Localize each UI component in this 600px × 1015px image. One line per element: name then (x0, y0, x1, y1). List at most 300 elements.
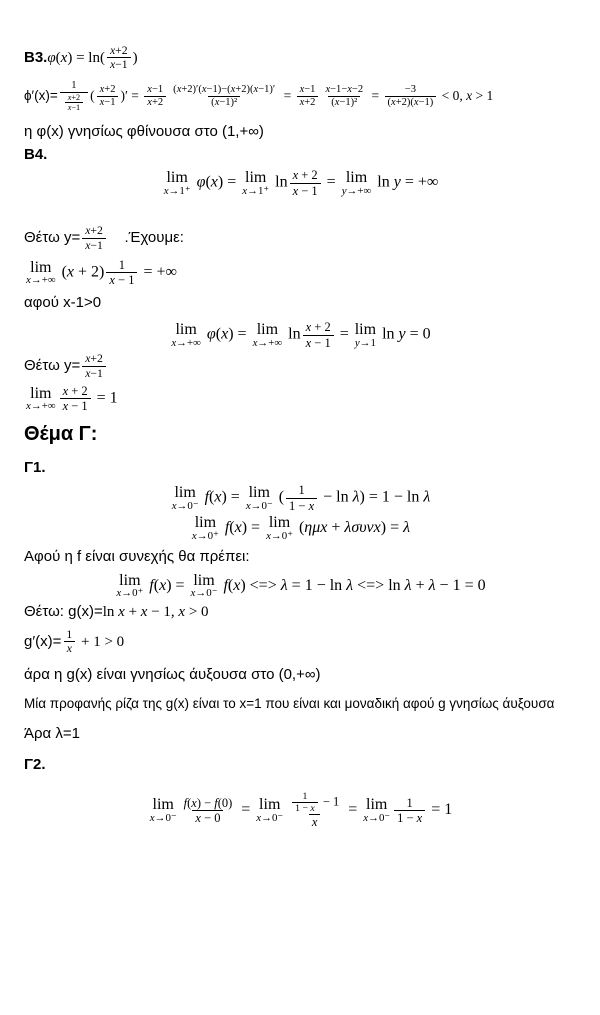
limit-operator (256, 797, 283, 824)
math-text: x (60, 49, 68, 66)
math-text: x (109, 273, 115, 288)
fraction-denominator (64, 641, 75, 655)
fraction-denominator (65, 102, 83, 112)
math-text: −1 (151, 83, 164, 95)
fraction-numerator (170, 84, 278, 96)
math-text: 1 (66, 627, 73, 641)
math-text: λ (346, 576, 354, 594)
math-text: +2 (104, 83, 116, 95)
fraction-numerator (300, 791, 311, 802)
limit-subscript (253, 338, 283, 349)
math-text: f (149, 576, 154, 594)
math-text: λ (404, 576, 412, 594)
text-run: Άρα λ=1 (24, 724, 80, 742)
limit-subscript (363, 813, 390, 824)
fraction (322, 84, 366, 109)
line-substitution-y (24, 352, 576, 380)
math-text: − 1 (114, 273, 135, 288)
line-root-uniqueness-note (24, 696, 576, 713)
math-text: = (280, 87, 295, 103)
math-text: x (147, 96, 152, 108)
math-text: −2 (351, 83, 364, 95)
fraction-denominator (60, 92, 88, 113)
math-text: + (327, 519, 345, 537)
math-text: < 0, (438, 87, 467, 103)
math-text: ( (90, 87, 95, 103)
math-text: +2 (304, 96, 316, 108)
limit-word: lim (194, 514, 217, 532)
math-text: ) <=> (240, 576, 281, 594)
fraction-numerator (322, 84, 366, 96)
math-text: = 0 (405, 325, 431, 343)
math-text: x (325, 83, 331, 95)
fraction-denominator (208, 96, 240, 109)
fraction-numerator (402, 84, 419, 96)
limit-word: lim (174, 483, 196, 501)
math-text: y (393, 173, 401, 191)
limit-word: lim (354, 320, 377, 338)
math-text: −1)² (219, 96, 238, 108)
math-text: →0⁻ (176, 499, 199, 512)
math-text: ( (153, 576, 160, 594)
math-text: +2 (90, 224, 103, 238)
limit-operator (342, 170, 372, 197)
math-text: x (299, 83, 305, 95)
eq-limit-phi-x-to-inf (24, 320, 576, 350)
math-text: ( (173, 83, 177, 95)
math-text: →0⁻ (195, 587, 218, 600)
math-text: →+∞ (30, 274, 56, 287)
math-text: ln (275, 173, 288, 191)
limit-word: lim (30, 384, 52, 402)
math-text: x (201, 83, 207, 95)
math-text: − 1 (311, 335, 331, 350)
math-text: x (210, 173, 218, 191)
text-run: Θέτω y= (24, 357, 81, 375)
limit-subscript (256, 813, 283, 824)
math-text: →+∞ (30, 400, 56, 413)
limit-subscript (355, 338, 376, 349)
math-text: + 2 (311, 320, 331, 335)
limit-operator (191, 573, 218, 600)
math-text: x (99, 96, 105, 108)
eq-limit-x-to-1plus (24, 168, 576, 198)
fraction-numerator (144, 84, 166, 96)
math-text: ) = (166, 576, 189, 594)
fraction-numerator (107, 44, 131, 57)
math-text: > 0 (185, 604, 209, 621)
text-run: g′(x)= (24, 632, 62, 650)
limit-operator (26, 386, 56, 413)
heading-thema-c (24, 422, 576, 447)
math-text: λ (428, 576, 436, 594)
math-text: ( (57, 263, 67, 281)
fraction-numerator (290, 168, 321, 182)
math-text: f (204, 488, 210, 506)
math-text: x (190, 587, 196, 600)
math-text: x (147, 83, 152, 95)
limit-operator (192, 515, 219, 542)
text-run: Θέτω y= (24, 229, 81, 246)
math-text: 1 − (289, 498, 309, 513)
math-text: →0⁻ (368, 811, 391, 824)
math-text: x (62, 399, 69, 414)
math-text: −1 (304, 83, 316, 95)
limit-subscript (342, 186, 372, 197)
fraction-denominator (106, 272, 137, 287)
math-text: ( (227, 576, 234, 594)
math-text: ln (88, 49, 100, 66)
math-text: +2 (71, 93, 81, 103)
fraction-numerator (82, 352, 106, 365)
math-text: −1 (71, 103, 81, 113)
math-text: ( (211, 96, 215, 108)
math-text: ln (377, 173, 390, 191)
math-text: ) = (241, 519, 265, 537)
eq-continuity-equation (24, 573, 576, 600)
math-text: x (85, 352, 91, 366)
math-text: →1⁺ (247, 184, 270, 197)
math-text: x (140, 604, 148, 621)
limit-operator (172, 485, 199, 512)
text-run: B4. (24, 145, 48, 163)
math-text: x (118, 604, 125, 621)
math-text: x (26, 400, 31, 413)
limit-word: lim (345, 168, 368, 186)
limit-subscript (26, 275, 56, 286)
math-text: f (183, 795, 188, 810)
math-text: ln (102, 604, 115, 621)
math-text: ( (209, 488, 215, 506)
math-text: x (163, 184, 169, 197)
math-text: x (334, 96, 340, 108)
fraction-numerator (181, 796, 236, 810)
fraction (297, 84, 319, 109)
fraction-denominator (385, 96, 437, 109)
fraction-numerator (63, 628, 75, 641)
label-b4 (24, 146, 576, 165)
math-text: x (311, 815, 318, 830)
math-text: ( (331, 96, 335, 108)
math-text: x (233, 576, 241, 594)
limit-subscript (116, 588, 143, 599)
math-text: x (221, 325, 229, 343)
math-text: x (178, 604, 186, 621)
limit-word: lim (245, 168, 267, 186)
math-text: x (253, 83, 259, 95)
text-run: ϕ′(x)= (24, 87, 58, 103)
fraction (385, 84, 437, 109)
math-text: + 1 > 0 (77, 633, 125, 650)
line-phi-decreasing-note (24, 123, 576, 142)
text-run: Θέτω: g(x)= (24, 603, 103, 621)
math-text: = 1 (427, 801, 453, 819)
fraction-numerator (287, 791, 342, 814)
math-text: = (237, 801, 255, 819)
math-text: ( (387, 96, 392, 108)
fraction-denominator (107, 57, 131, 71)
math-text: x (252, 336, 258, 349)
text-run: Γ1. (24, 458, 46, 476)
fraction-denominator (394, 810, 425, 825)
fraction-denominator (292, 802, 318, 814)
limit-word: lim (268, 514, 291, 532)
limit-word: lim (259, 796, 281, 814)
math-text: x (347, 83, 352, 95)
fraction-numerator (82, 224, 106, 237)
math-text: φ (196, 173, 206, 191)
text-run: αφού x-1>0 (24, 293, 102, 311)
fraction (292, 791, 318, 814)
math-text: x (234, 519, 242, 537)
math-text: − 1 = 0 (435, 576, 486, 594)
math-text: −1)′ (258, 83, 276, 95)
math-text: x (116, 587, 122, 600)
math-text: →0⁻ (154, 811, 177, 824)
limit-subscript (242, 186, 269, 197)
fraction (181, 796, 236, 826)
math-text: x (363, 811, 369, 824)
math-text: x (413, 96, 419, 108)
math-text: x (214, 488, 222, 506)
fraction (65, 93, 83, 113)
line-lambda-equals-1 (24, 725, 576, 744)
math-text: y (341, 184, 347, 197)
math-text: y (354, 336, 360, 349)
math-text: ) = (228, 325, 251, 343)
fraction-denominator (309, 814, 321, 829)
math-text: ln (329, 576, 343, 594)
fraction-denominator (82, 366, 106, 380)
eq-limit-fraction-1 (24, 384, 576, 414)
fraction (82, 352, 106, 380)
math-text: x (245, 499, 251, 512)
math-text: −1 (90, 238, 103, 252)
math-text: x (256, 811, 262, 824)
fraction (60, 80, 88, 113)
math-text: x (305, 335, 312, 350)
math-text: 1 − (397, 810, 417, 825)
math-text: x (466, 87, 473, 103)
math-text: x (308, 498, 315, 513)
limit-subscript (26, 401, 56, 412)
limit-subscript (192, 531, 219, 542)
math-text: ) = (380, 519, 404, 537)
math-text: →1 (359, 336, 376, 349)
math-text: λ (403, 519, 411, 537)
math-text: x (310, 803, 315, 815)
limit-word: lim (119, 571, 141, 589)
math-text: x (26, 274, 31, 287)
limit-subscript (191, 588, 218, 599)
limit-word: lim (166, 168, 188, 186)
fraction-numerator (68, 80, 79, 92)
math-text: →+∞ (346, 184, 372, 197)
eq-right-limit-f (24, 515, 576, 542)
math-text: 1 − (295, 803, 311, 815)
limit-operator (116, 573, 143, 600)
math-text: ( (215, 325, 222, 343)
math-text: ln (382, 325, 395, 343)
math-text: − 1 (68, 399, 88, 414)
math-text: →+∞ (176, 336, 201, 349)
math-text: −1)−( (206, 83, 231, 95)
math-text: x (176, 83, 182, 95)
math-text: f (223, 576, 228, 594)
text-run: Γ2. (24, 756, 46, 774)
fraction-denominator (144, 96, 166, 109)
math-text: 1 (406, 795, 413, 810)
math-text: +2)( (395, 96, 414, 108)
fraction (287, 791, 342, 830)
limit-word: lim (193, 571, 215, 589)
math-text: = (335, 325, 353, 343)
math-text: x (85, 224, 91, 238)
math-text: x (416, 810, 423, 825)
limit-word: lim (248, 483, 270, 501)
math-text: − 1 (298, 183, 318, 198)
limit-word: lim (152, 796, 174, 814)
math-text: 1 (298, 483, 305, 498)
math-text: x (292, 168, 299, 183)
limit-word: lim (30, 258, 52, 276)
limit-operator (246, 485, 273, 512)
limit-subscript (266, 531, 293, 542)
math-text: ) = (67, 49, 89, 66)
math-text: x (214, 96, 220, 108)
math-text: ln (288, 325, 301, 343)
math-text: x (242, 184, 248, 197)
limit-operator (363, 797, 390, 824)
limit-operator (242, 170, 269, 197)
math-text: φ (47, 49, 56, 66)
math-text: λ (280, 576, 288, 594)
math-text: x (67, 103, 72, 113)
math-text: ) = (221, 488, 244, 506)
fraction-numerator (65, 93, 83, 102)
fraction-denominator (82, 238, 106, 252)
math-text: ln (406, 488, 420, 506)
fraction (286, 483, 317, 513)
math-text: ( (205, 173, 211, 191)
limit-operator (150, 797, 177, 824)
math-text: −1) (418, 96, 434, 108)
fraction (394, 796, 425, 826)
fraction (303, 320, 334, 350)
fraction (82, 224, 106, 252)
math-text: − (319, 488, 337, 506)
math-text: − 1 (319, 794, 340, 809)
math-text: −1− (330, 83, 348, 95)
fraction-denominator (290, 183, 321, 198)
fraction-numerator (60, 384, 91, 398)
math-text: →0⁻ (261, 811, 284, 824)
fraction (106, 258, 137, 288)
text-run: B3. (24, 48, 48, 66)
limit-subscript (150, 813, 177, 824)
math-text: +2 (90, 352, 103, 366)
math-text: = 1 − (287, 576, 330, 594)
math-text: = (368, 87, 383, 103)
math-text: + 2) (74, 263, 105, 281)
math-text: x (159, 576, 167, 594)
line-b3-definition (24, 44, 576, 72)
math-text: x (85, 238, 91, 252)
label-c2 (24, 756, 576, 775)
math-text: + (411, 576, 429, 594)
math-text: −1 (115, 58, 128, 72)
math-text: + 2 (68, 384, 88, 399)
math-text: +2 (151, 96, 164, 108)
math-text: x (66, 263, 75, 281)
math-text: λσυνx (344, 519, 381, 537)
text-run: η φ(x) γνησίως φθίνουσα στο (1,+∞) (24, 122, 264, 140)
limit-operator (26, 260, 56, 287)
limit-word: lim (256, 320, 279, 338)
fraction-denominator (192, 810, 223, 825)
line-phi-derivative (24, 80, 576, 113)
math-text: x (391, 96, 396, 108)
math-text: x (66, 642, 72, 656)
text-run: .Έχουμε: (107, 229, 184, 246)
limit-operator (171, 322, 201, 349)
math-text: + 2 (298, 168, 318, 183)
fraction (170, 84, 278, 109)
text-run: άρα η g(x) είναι γνησίως άυξουσα στο (0,+∞) (24, 665, 321, 683)
math-text: ( (55, 49, 61, 66)
math-text: x (85, 366, 91, 380)
math-text: x (191, 795, 197, 810)
math-text: x (299, 96, 305, 108)
math-text: 1 (71, 79, 77, 91)
math-text: + (124, 604, 141, 621)
fraction-numerator (116, 258, 128, 272)
math-text: −1 (104, 96, 116, 108)
fraction-numerator (297, 84, 319, 96)
math-text: φ (206, 325, 216, 343)
limit-word: lim (366, 796, 388, 814)
math-text: →0⁺ (196, 529, 219, 542)
fraction-denominator (286, 498, 317, 513)
fraction-denominator (97, 96, 119, 109)
math-text: λ (423, 488, 431, 506)
limit-operator (164, 170, 191, 197)
math-text: x (67, 93, 72, 103)
math-text: →0⁺ (121, 587, 144, 600)
math-text: +2 (115, 44, 128, 57)
line-since-x-minus-1-positive (24, 294, 576, 313)
text-run: Μία προφανής ρίζα της g(x) είναι το x=1 που είναι και μοναδική αφού g γνησίως άυξουσα (24, 695, 555, 711)
eq-difference-quotient-limit (24, 791, 576, 830)
math-text: ημx (304, 519, 328, 537)
math-text: x (195, 810, 201, 825)
line-g-increasing-note (24, 666, 576, 685)
fraction-numerator (303, 320, 334, 334)
fraction-denominator (303, 335, 334, 350)
fraction (60, 384, 91, 414)
fraction-denominator (297, 96, 319, 109)
math-text: − 0 (200, 810, 221, 825)
math-text: ) − (196, 795, 215, 810)
math-text: y (398, 325, 406, 343)
math-text: ) (132, 49, 138, 66)
fraction-numerator (295, 483, 307, 497)
limit-operator (355, 322, 376, 349)
limit-subscript (246, 501, 273, 512)
line-continuity-note (24, 548, 576, 567)
math-text: ) = 1 − (359, 488, 407, 506)
fraction (144, 84, 166, 109)
